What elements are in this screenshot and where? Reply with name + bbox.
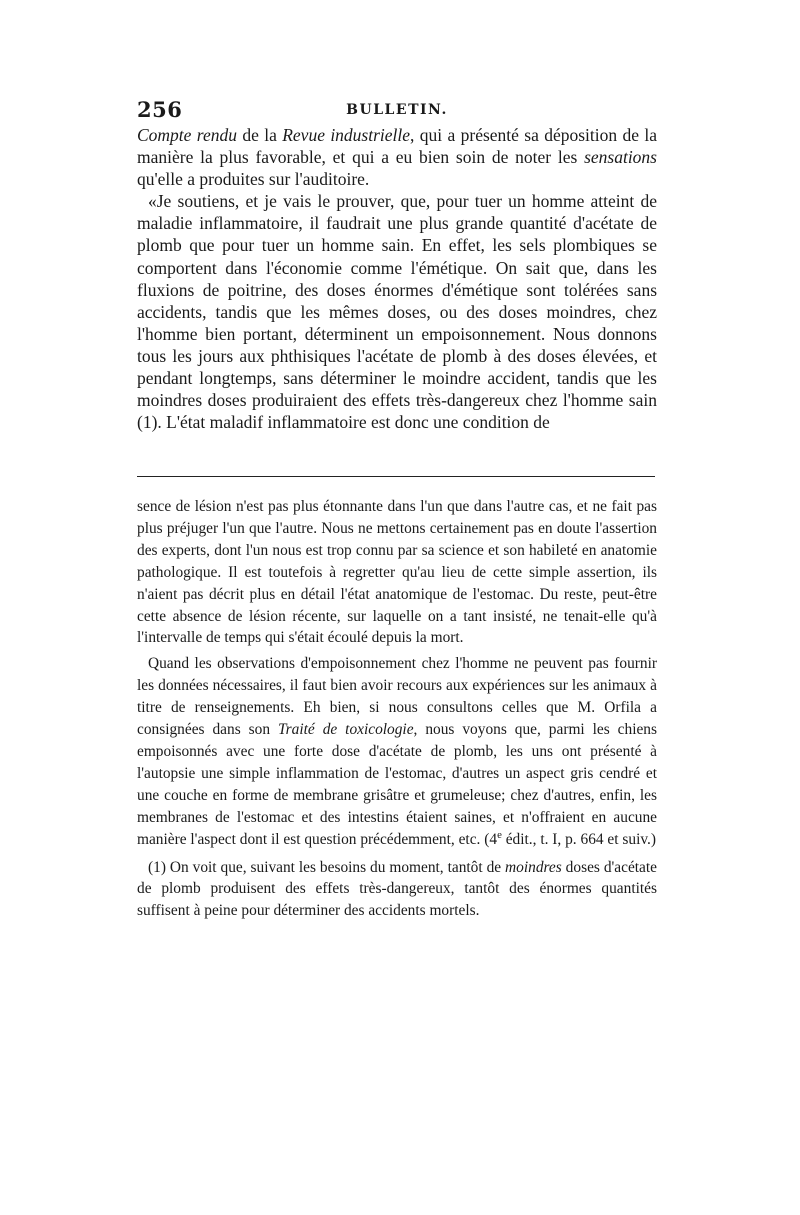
main-text	[137, 124, 657, 433]
italic-moindres: moindres	[505, 858, 562, 876]
page-number: 256	[137, 97, 183, 122]
italic-traite-de-toxicologie: Traité de toxicologie	[277, 721, 414, 739]
italic-sensations: sensations	[584, 147, 657, 168]
note-paragraph-1: sence de lésion n'est pas plus étonnante dans l'un que dans l'autre cas, et ne fait pas plus préjuger l'un que l'autre. Nous ne mettons certainement pas en doute l'assertion des experts, dont l'un nous est trop connu par sa science et son habileté en anatomie pathologique. Il est toutefois à regretter qu'au lieu de cette simple assertion, ils n'aient pas décrit plus en détail l'état anatomique de l'estomac. Du reste, peut-être cette absence de lésion récente, sur laquelle on a tant insisté, ne tenait-elle qu'à l'intervalle de temps qui s'était écoulé depuis la mort.	[137, 498, 657, 647]
edition-superscript: e	[497, 828, 502, 841]
notes-section	[137, 496, 657, 922]
footnote-1: (1) On voit que, suivant les besoins du moment, tantôt de moindres doses d'acétate de plomb produisent des effets très-dangereux, tantôt des énormes quantités suffisent à peine pour déterminer des accidents mortels.	[137, 858, 657, 920]
footnote-divider	[137, 476, 655, 477]
page-header	[137, 97, 657, 121]
italic-compte-rendu: Compte rendu	[137, 125, 237, 145]
running-head: BULLETIN.	[346, 102, 448, 118]
body-paragraph-2: «Je soutiens, et je vais le prouver, que, pour tuer un homme atteint de maladie inflammatoire, il faudrait une plus grande quantité d'acétate de plomb que pour tuer un homme sain. En effet, les sels plombiques se comportent dans l'économie comme l'émétique. On sait que, dans les fluxions de poitrine, des doses énormes d'émétique sont tolérées sans accidents, tandis que les mêmes doses, ou des doses moindres, chez l'homme bien portant, déterminent un empoisonnement. Nous donnons tous les jours aux phthisiques l'acétate de plomb à des doses élevées, et pendant longtemps, sans déterminer le moindre accident, tandis que les moindres doses produiraient des effets très-dangereux chez l'homme sain (1). L'état maladif inflammatoire est donc une condition de	[137, 191, 657, 433]
italic-revue-industrielle: Revue industrielle	[282, 125, 411, 145]
note-paragraph-2: Quand les observations d'empoisonnement chez l'homme ne peuvent pas fournir les données nécessaires, il faut bien avoir recours aux expériences sur les animaux à titre de renseignements. Eh bien, si nous consultons celles que M. Orfila a consignées dans son Traité de toxicologie, nous voyons que, parmi les chiens empoisonnés avec une forte dose d'acétate de plomb, les uns ont présenté à l'autopsie une simple inflammation de l'estomac, d'autres un aspect gris cendré et une couche en forme de membrane grisâtre et grumeleuse; chez d'autres, enfin, les membranes de l'estomac et des intestins étaient saines, et n'offraient en aucune manière l'aspect dont il est question précédemment, etc. (4e édit., t. I, p. 664 et suiv.)	[137, 655, 657, 848]
body-paragraph-1: Compte rendu de la Revue industrielle, qui a présenté sa déposition de la manière la plus favorable, et qui a eu bien soin de noter les sensations qu'elle a produites sur l'auditoire.	[137, 125, 657, 190]
